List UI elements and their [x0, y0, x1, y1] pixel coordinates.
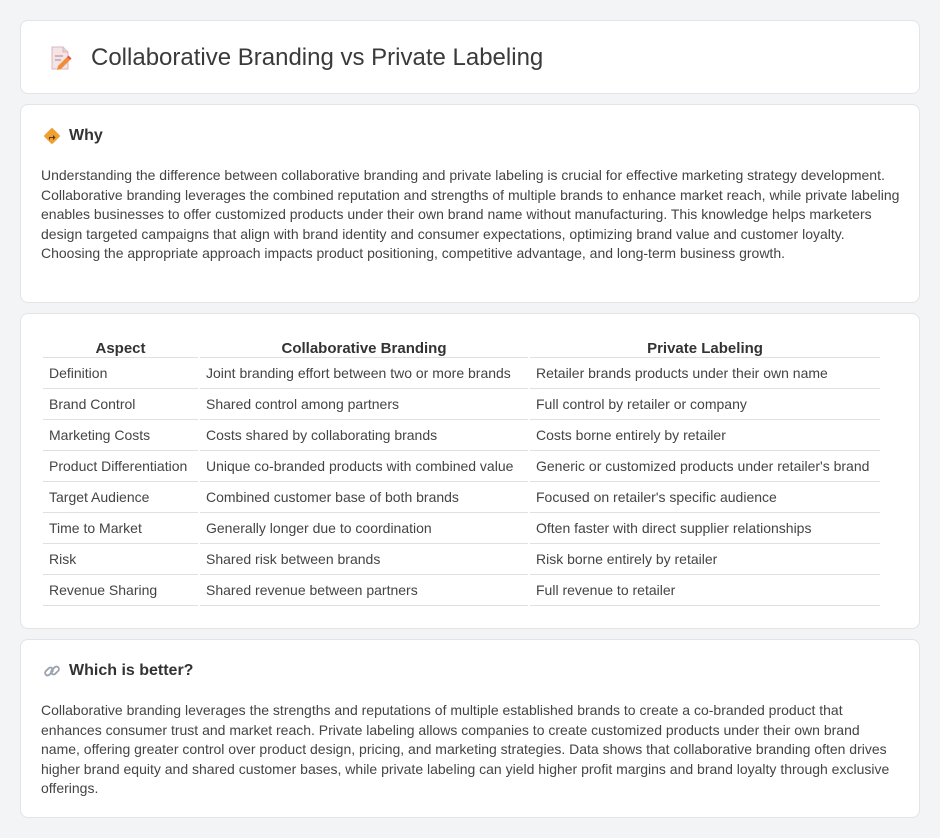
aspect-cell: Time to Market — [43, 513, 198, 544]
section-title-which-is-better: Which is better? — [69, 662, 194, 679]
aspect-cell: Definition — [43, 358, 198, 389]
header-collaborative-branding: Collaborative Branding — [200, 334, 528, 358]
aspect-cell: Risk — [43, 544, 198, 575]
aspect-cell: Product Differentiation — [43, 451, 198, 482]
why-section — [20, 104, 920, 303]
collaborative-cell: Shared control among partners — [200, 389, 528, 420]
document-pencil-icon — [47, 45, 73, 71]
collaborative-cell: Shared revenue between partners — [200, 575, 528, 606]
collaborative-cell: Combined customer base of both brands — [200, 482, 528, 513]
which-is-better-text: Collaborative branding leverages the strengths and reputations of multiple established brands to create a co-branded product that enhances consumer trust and market reach. Private labeling allows companies to create customized products under their own brand name, offering greater control over product design, pricing, and marketing strategies. Data shows that collaborative branding often drives higher brand equity and shared customer bases, while private labeling can yield higher profit margins and brand loyalty through exclusive offerings. — [41, 702, 890, 796]
comparison-section — [20, 313, 920, 629]
aspect-cell: Brand Control — [43, 389, 198, 420]
table-row — [43, 513, 880, 544]
which-is-better-section — [20, 639, 920, 818]
section-title-why: Why — [69, 127, 103, 144]
collaborative-cell: Generally longer due to coordination — [200, 513, 528, 544]
private-cell: Often faster with direct supplier relationships — [530, 513, 880, 544]
aspect-cell: Marketing Costs — [43, 420, 198, 451]
link-icon — [43, 662, 61, 680]
collaborative-cell: Joint branding effort between two or more brands — [200, 358, 528, 389]
header-card — [20, 20, 920, 94]
collaborative-cell: Unique co-branded products with combined value — [200, 451, 528, 482]
private-cell: Risk borne entirely by retailer — [530, 544, 880, 575]
table-row — [43, 389, 880, 420]
table-row — [43, 420, 880, 451]
table-row — [43, 544, 880, 575]
page-title: Collaborative Branding vs Private Labeling — [91, 44, 544, 71]
collaborative-cell: Shared risk between brands — [200, 544, 528, 575]
aspect-cell: Revenue Sharing — [43, 575, 198, 606]
private-cell: Generic or customized products under retailer's brand — [530, 451, 880, 482]
header-private-labeling: Private Labeling — [530, 334, 880, 358]
why-text: Understanding the difference between collaborative branding and private labeling is crucial for effective marketing strategy development. Collaborative branding leverages the combined reputation and strengths of multiple brands to enhance market reach, while private labeling enables businesses to offer customized products under their own brand name without manufacturing. This knowledge helps marketers design targeted campaigns that align with brand identity and consumer expectations, optimizing brand value and customer loyalty. Choosing the appropriate approach impacts product positioning, competitive advantage, and long-term business growth. — [41, 167, 900, 261]
table-row — [43, 451, 880, 482]
diamond-sign-icon — [43, 127, 61, 145]
table-row — [43, 358, 880, 389]
collaborative-cell: Costs shared by collaborating brands — [200, 420, 528, 451]
comparison-table — [41, 334, 882, 606]
private-cell: Full revenue to retailer — [530, 575, 880, 606]
table-row — [43, 482, 880, 513]
private-cell: Retailer brands products under their own name — [530, 358, 880, 389]
private-cell: Costs borne entirely by retailer — [530, 420, 880, 451]
header-aspect: Aspect — [43, 334, 198, 358]
aspect-cell: Target Audience — [43, 482, 198, 513]
table-row — [43, 575, 880, 606]
private-cell: Focused on retailer's specific audience — [530, 482, 880, 513]
private-cell: Full control by retailer or company — [530, 389, 880, 420]
table-header-row — [43, 334, 880, 358]
